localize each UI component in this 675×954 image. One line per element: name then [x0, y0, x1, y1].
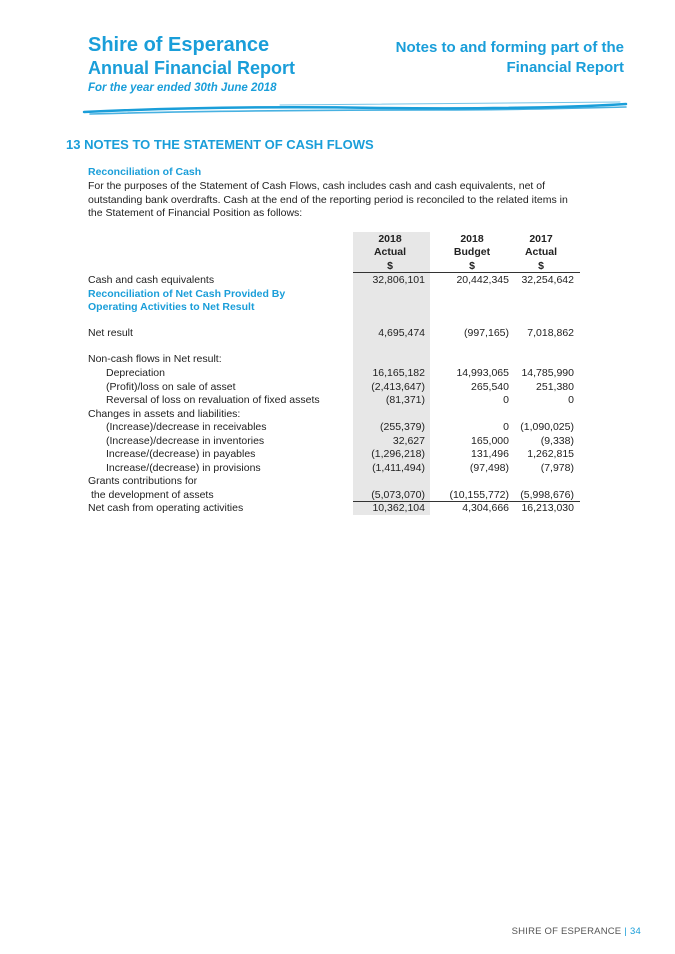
table-row: [88, 420, 580, 434]
report-header: [88, 33, 295, 94]
value-2017-actual: (1,090,025): [520, 421, 574, 433]
page-number: 34: [630, 926, 641, 937]
notes-heading-line2: Financial Report: [506, 59, 624, 76]
row-label: Depreciation: [106, 367, 165, 379]
table-row-total: [88, 501, 580, 515]
value-2018-actual: 32,627: [392, 435, 425, 447]
table-row: [88, 380, 580, 394]
col-type: Budget: [453, 246, 491, 258]
row-label: (Increase)/decrease in receivables: [106, 421, 267, 433]
value-2018-actual: (5,073,070): [371, 489, 425, 501]
value-2018-budget: 131,496: [471, 448, 509, 460]
col-type: Actual: [373, 246, 407, 258]
column-header-type-row: [88, 245, 580, 259]
row-heading: Operating Activities to Net Result: [88, 301, 255, 313]
col-unit: $: [469, 260, 475, 272]
value-2018-budget: (997,165): [464, 327, 509, 339]
notes-heading: [396, 38, 624, 78]
column-header-unit-row: [88, 259, 580, 273]
value-2018-budget: (10,155,772): [449, 489, 509, 501]
value-2018-actual: 4,695,474: [378, 327, 425, 339]
row-label: Cash and cash equivalents: [88, 274, 215, 286]
row-label: (Increase)/decrease in inventories: [106, 435, 265, 447]
value-2017-actual: 7,018,862: [527, 327, 574, 339]
column-header-year-row: [88, 232, 580, 246]
row-label: Net result: [88, 327, 133, 339]
value-2017-actual: 1,262,815: [527, 448, 574, 460]
row-label: Non-cash flows in Net result:: [88, 353, 222, 365]
footer-separator: |: [624, 926, 628, 937]
table-row: [88, 488, 580, 502]
section-subtitle: Reconciliation of Cash: [88, 166, 202, 178]
row-label: Reversal of loss on revaluation of fixed assets: [106, 394, 320, 406]
row-label: Increase/(decrease) in provisions: [106, 462, 261, 474]
value-2018-budget: 14,993,065: [456, 367, 509, 379]
table-row: [88, 393, 580, 407]
report-title: Annual Financial Report: [88, 58, 296, 78]
row-label: the development of assets: [91, 489, 214, 501]
table-row: [88, 273, 580, 287]
row-label: Grants contributions for: [88, 475, 198, 487]
value-2018-actual: (255,379): [380, 421, 425, 433]
col-year: 2018: [378, 233, 402, 245]
table-row: [88, 434, 580, 448]
value-2017-actual: 251,380: [536, 381, 574, 393]
notes-heading-line1: Notes to and forming part of the: [395, 39, 624, 56]
table-row: [88, 300, 580, 314]
page-footer: [512, 926, 641, 937]
row-heading: Reconciliation of Net Cash Provided By: [88, 288, 286, 300]
section-paragraph: For the purposes of the Statement of Cash Flows, cash includes cash and cash equivalents, net of outstanding bank overdrafts. Cash at the end of the reporting period is reconciled to the related items in the Statement of Financial Position as follows:: [88, 180, 568, 219]
col-unit: $: [538, 260, 544, 272]
value-2018-actual: 16,165,182: [372, 367, 425, 379]
section-title: 13 NOTES TO THE STATEMENT OF CASH FLOWS: [66, 137, 374, 152]
row-label: Increase/(decrease) in payables: [106, 448, 256, 460]
row-label: (Profit)/loss on sale of asset: [106, 381, 236, 393]
table-row: [88, 447, 580, 461]
table-row: [88, 474, 580, 488]
org-title: Shire of Esperance: [88, 34, 270, 56]
value-2018-budget: 265,540: [471, 381, 509, 393]
table-row: [88, 366, 580, 380]
value-2017-actual: 32,254,642: [521, 274, 574, 286]
value-2018-actual: (2,413,647): [371, 381, 425, 393]
value-2018-actual: (1,296,218): [371, 448, 425, 460]
value-2017-actual: (7,978): [540, 462, 574, 474]
value-2018-budget: 165,000: [471, 435, 509, 447]
row-label: Changes in assets and liabilities:: [88, 408, 241, 420]
value-2018-budget: 0: [503, 421, 509, 433]
col-year: 2017: [529, 233, 553, 245]
table-row: [88, 461, 580, 475]
value-2017-actual: 16,213,030: [521, 502, 574, 514]
footer-org: SHIRE OF ESPERANCE: [511, 926, 622, 937]
value-2017-actual: (9,338): [540, 435, 574, 447]
table-row: [88, 352, 580, 366]
table-row: [88, 407, 580, 421]
table-row: [88, 287, 580, 301]
value-2017-actual: (5,998,676): [520, 489, 574, 501]
value-2018-budget: (97,498): [469, 462, 509, 474]
header-swoosh-decoration: [80, 96, 630, 120]
table-row: [88, 326, 580, 340]
col-unit: $: [387, 260, 393, 272]
value-2018-budget: 20,442,345: [456, 274, 509, 286]
value-2018-actual: (81,371): [385, 394, 425, 406]
row-label: Net cash from operating activities: [88, 502, 244, 514]
report-period: For the year ended 30th June 2018: [88, 82, 277, 94]
value-2018-budget: 0: [503, 394, 509, 406]
col-year: 2018: [460, 233, 484, 245]
value-2018-actual: (1,411,494): [372, 462, 425, 474]
value-2018-budget: 4,304,666: [462, 502, 509, 514]
value-2017-actual: 0: [568, 394, 574, 406]
value-2017-actual: 14,785,990: [521, 367, 574, 379]
col-type: Actual: [524, 246, 558, 258]
value-2018-actual: 32,806,101: [372, 274, 425, 286]
value-2018-actual: 10,362,104: [372, 502, 425, 514]
